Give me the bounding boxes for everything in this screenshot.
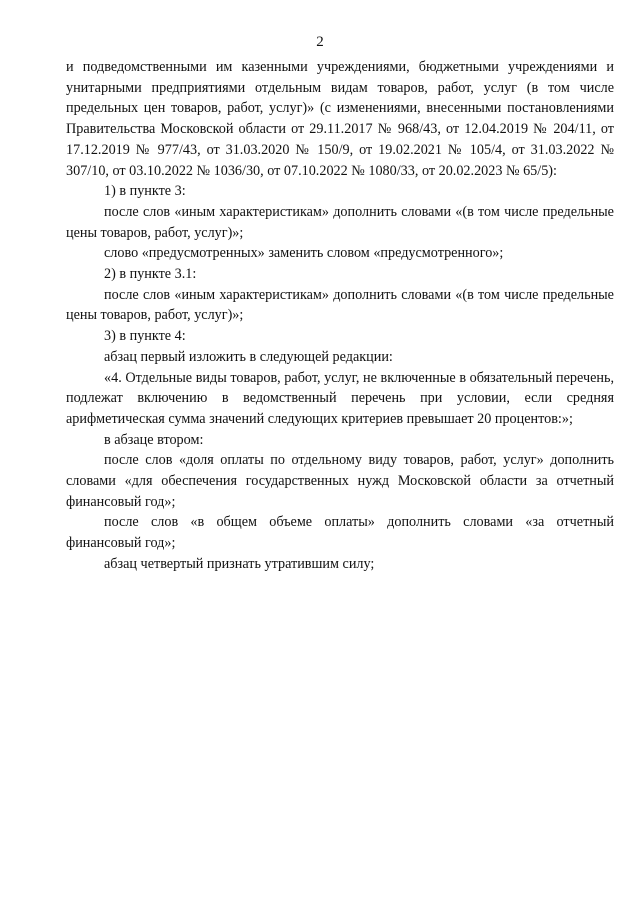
paragraph-item-2: 2) в пункте 3.1: [104,266,197,283]
paragraph: после слов «доля оплаты по отдельному виду товаров, работ, услуг» дополнить словами «для обеспечения государственных нужд Московской области за отчетный финансовый год»; [66,452,614,510]
paragraph-quoted-text: «4. Отдельные виды товаров, работ, услуг, не включенные в обязательный перечень, подлежат включению в ведомственный перечень при условии, если средняя арифметическая сумма значений следующих критериев превышает 20 процентов:»; [66,369,614,427]
paragraph: слово «предусмотренных» заменить словом «предусмотренного»; [104,245,504,262]
paragraph-continuation: и подведомственными им казенными учреждениями, бюджетными учреждениями и унитарными предприятиями отдельным видам товаров, работ, услуг (в том числе предельных цен товаров, работ, услуг)» (с изменениями, внесенными постановлениями Правительства Московской области от 29.11.2017 № 968/43, от 12.04.2019 № 204/11, от 17.12.2019 № 977/43, от 31.03.2020 № 150/9, от 19.02.2021 № 105/4, от 31.03.2022 № 307/10, от 03.10.2022 № 1036/30, от 07.10.2022 № 1080/33, от 20.02.2023 № 65/5): [66,59,614,179]
paragraph: после слов «в общем объеме оплаты» дополнить словами «за отчетный финансовый год»; [66,514,614,552]
paragraph: в абзаце втором: [104,431,204,448]
paragraph: абзац первый изложить в следующей редакции: [104,348,393,365]
page-number: 2 [316,34,324,50]
paragraph-item-1: 1) в пункте 3: [104,183,186,200]
document-body [66,57,614,575]
paragraph: после слов «иным характеристикам» дополнить словами «(в том числе предельные цены товаров, работ, услуг)»; [66,203,614,241]
paragraph: после слов «иным характеристикам» дополнить словами «(в том числе предельные цены товаров, работ, услуг)»; [66,286,614,324]
paragraph-item-3: 3) в пункте 4: [104,328,186,345]
paragraph: абзац четвертый признать утратившим силу; [104,555,375,572]
